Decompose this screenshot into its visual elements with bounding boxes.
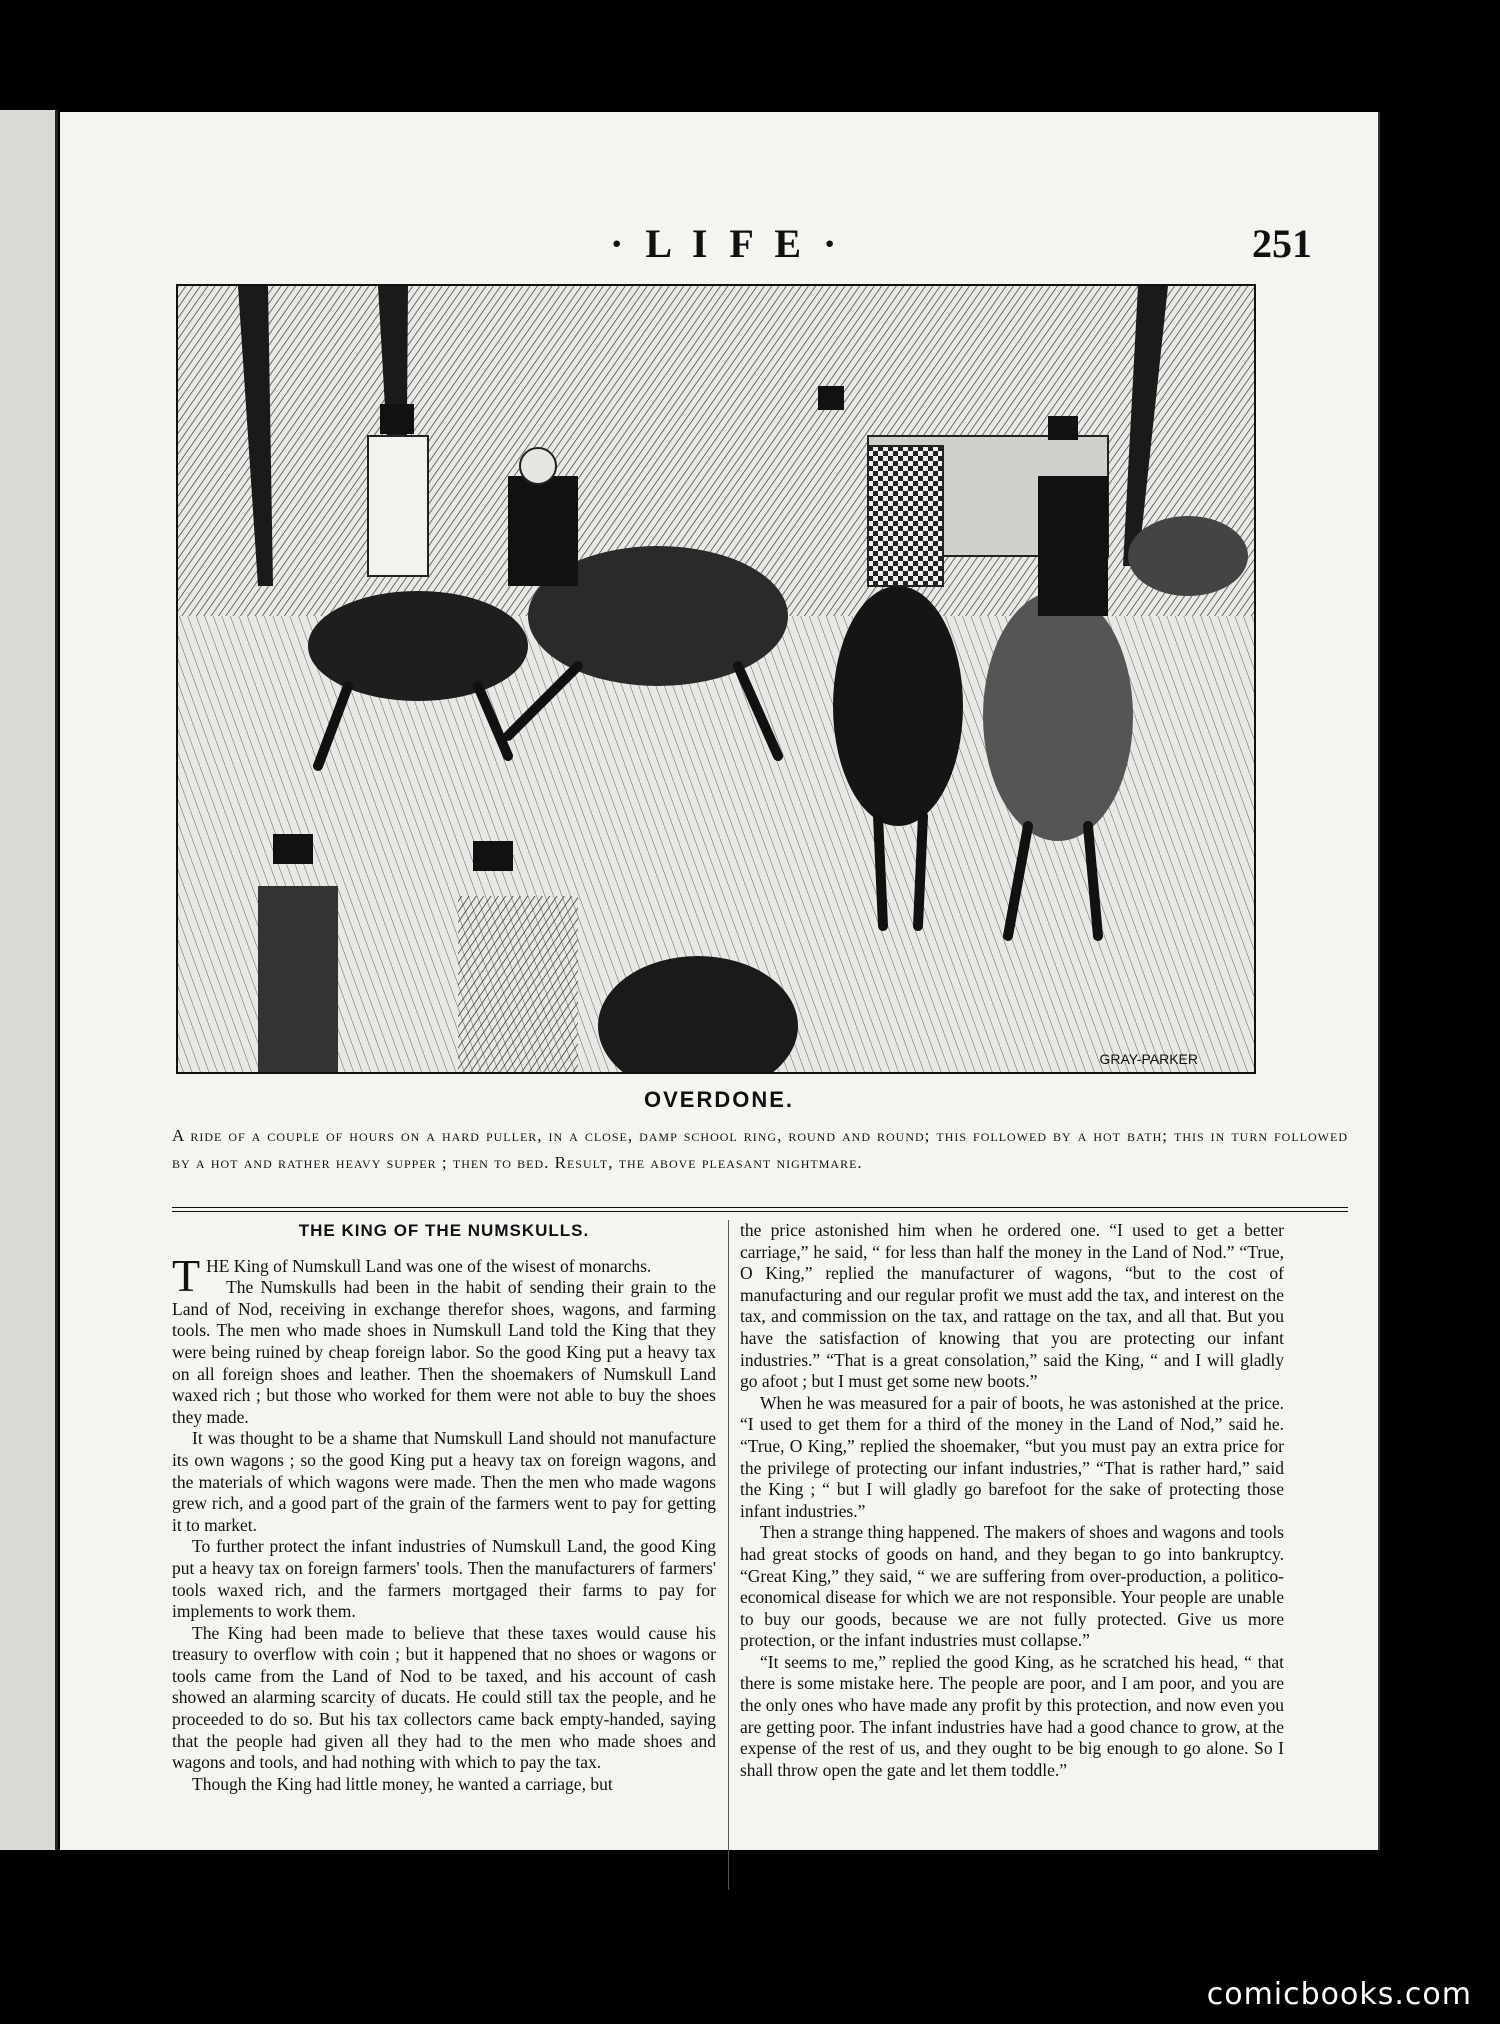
site-watermark: comicbooks.com <box>1206 1977 1472 2012</box>
article-paragraph-6: Though the King had little money, he wanted a carriage, but <box>192 1773 613 1794</box>
caption-title: OVERDONE. <box>643 1087 795 1112</box>
article-paragraph-3: It was thought to be a shame that Numskull Land should not manufacture its own wagons ; so the good King put a heavy tax on foreign wagons, and the materials of which wagons were made. Then the men who made wagons grew rich, and a good part of the grain of the farmers went to pay for getting it to market. <box>172 1428 716 1535</box>
magazine-title: · L I F E · <box>610 221 843 266</box>
engraving-illustration <box>178 286 1254 1072</box>
article-column-left <box>172 1220 716 1795</box>
previous-page-edge <box>0 110 58 1850</box>
article-paragraph-4: To further protect the infant industries of Numskull Land, the good King put a heavy tax on foreign farmers' tools. Then the manufacturers of farmers' tools waxed rich, and the farmers mortgaged their farms to pay for implements to work them. <box>172 1536 716 1622</box>
article-paragraph-continued: the price astonished him when he ordered one. “I used to get a better carriage,” he said, “ for less than half the money in the Land of Nod.” “True, O King,” replied the manufacturer of wagons, “but to the cost of manufacturing and our regular profit we must add the tax, and interest on the tax, and commission on the tax, and rattage on the tax, and all that. But you have the satisfaction of knowing that you are protecting our infant industries.” “That is a great consolation,” said the King, “ and I will gladly go afoot ; but I must get some new boots.” <box>740 1220 1284 1392</box>
article-title: THE KING OF THE NUMSKULLS. <box>298 1221 590 1240</box>
illustration-riders-nightmare <box>176 284 1256 1074</box>
article-paragraph-9: “It seems to me,” replied the good King, as he scratched his head, “ that there is some mistake here. The people are poor, and I am poor, and you are the only ones who have made any profit by this protection, and now even you are getting poor. The infant industries have had a good chance to grow, at the expense of the rest of us, and they ought to be big enough to go alone. So I shall throw open the gate and let them toddle.” <box>740 1651 1284 1780</box>
article-paragraph-1: THE King of Numskull Land was one of the wisest of monarchs. <box>172 1249 652 1301</box>
article-column-right <box>740 1220 1284 1781</box>
drop-cap: T <box>172 1249 201 1301</box>
page-header <box>60 220 1378 280</box>
section-divider <box>172 1207 1348 1212</box>
article-paragraph-5: The King had been made to believe that these taxes would cause his treasury to overflow with coin ; but it happened that no shoes or wagons or tools came from the Land of Nod to be taxed, and his account of cash showed an alarming scarcity of ducats. He could still tax the people, and he proceeded to do so. But his tax collectors came back empty-handed, saying that the people had given all they had to the men who made shoes and wagons and tools, and had nothing with which to pay the tax. <box>172 1622 716 1773</box>
page-number: 251 <box>1252 221 1312 266</box>
caption-text: A ride of a couple of hours on a hard puller, in a close, damp school ring, round and round; this followed by a hot bath; this in turn followed by a hot and rather heavy supper ; then to bed. Result, the above pleasant nightmare. <box>172 1126 1348 1172</box>
article-paragraph-7: When he was measured for a pair of boots, he was astonished at the price. “I used to get them for a third of the money in the Land of Nod,” said he. “True, O King,” replied the shoemaker, “but you must pay an extra price for the privilege of protecting our infant industries,” “That is rather hard,” said the King ; “ but I will gladly go barefoot for the sake of protecting those infant industries.” <box>740 1392 1284 1521</box>
magazine-page <box>60 112 1380 1850</box>
artist-signature: GRAY-PARKER <box>1099 1051 1198 1067</box>
article-paragraph-8: Then a strange thing happened. The makers of shoes and wagons and tools had great stocks of goods on hand, and they began to go into bankruptcy. “Great King,” they said, “ we are suffering from over-production, a politico-economical disease for which we are not responsible. Your people are unable to buy our goods, because we are not fully protected. Give us more protection, or the infant industries must collapse.” <box>740 1522 1284 1651</box>
article-paragraph-2: The Numskulls had been in the habit of sending their grain to the Land of Nod, receiving in exchange therefor shoes, wagons, and farming tools. The men who made shoes in Numskull Land told the King that they were being ruined by cheap foreign labor. So the good King put a heavy tax on all foreign shoes and leather. Then the shoemakers of Numskull Land waxed rich ; but those who worked for them were not able to buy the shoes they made. <box>172 1277 716 1427</box>
column-divider <box>728 1220 729 1890</box>
